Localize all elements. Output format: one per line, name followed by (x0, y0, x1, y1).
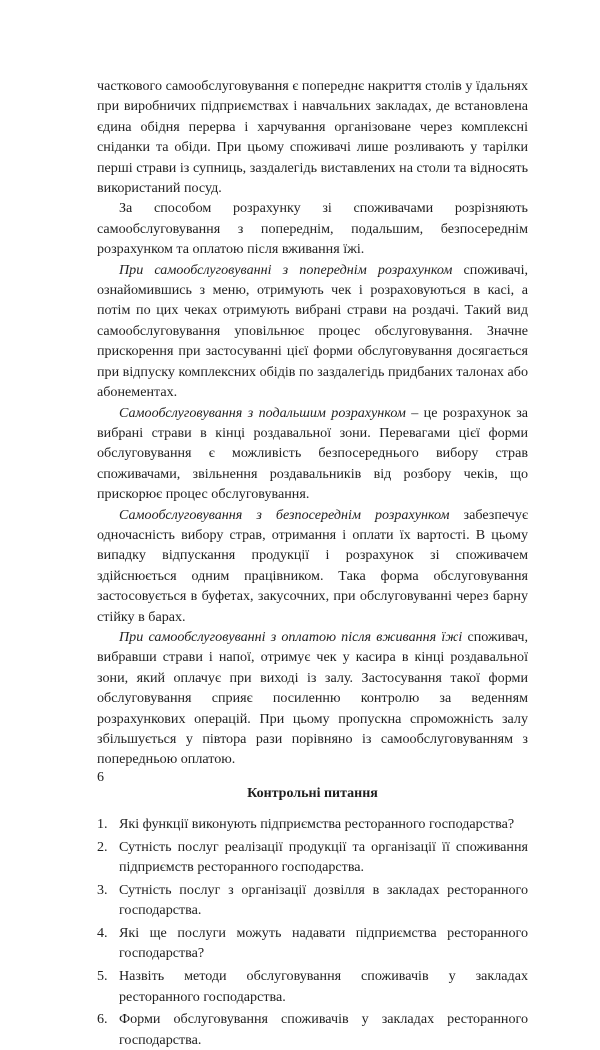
text-run: За способом розрахунку зі споживачами розрізняють самообслуговування з попереднім, подальшим, безпосереднім розрахунком та оплатою після вживання їжі. (97, 200, 528, 258)
question-number: 3. (97, 881, 108, 898)
question-number: 5. (97, 968, 108, 985)
paragraph-4 (97, 403, 528, 505)
question-item (97, 1009, 528, 1050)
question-number: 6. (97, 1011, 108, 1028)
question-text: Назвіть методи обслуговування споживачів у закладах ресторанного господарства. (119, 968, 528, 1005)
italic-term: При самообслуговуванні з попереднім розрахунком (119, 261, 453, 278)
text-run: споживач, вибравши страви і напої, отримує чек у касира в кінці роздавальної зони, який оплачує при виході із залу. Застосування такої форми обслуговування сприяє посиленню контролю за веденням розрахункових операцій. При цьому пропускна спроможність залу збільшується у півтора рази порівняно із самообслуговуванням з попередньою оплатою. (97, 628, 528, 768)
question-item (97, 966, 528, 1007)
paragraph-3 (97, 260, 528, 403)
question-item (97, 837, 528, 878)
question-item (97, 880, 528, 921)
text-run: забезпечує одночасність вибору страв, отримання і оплати їх вартості. В цьому випадку відпускання продукції і розрахунок зі споживачем здійснюється одним працівником. Така форма обслуговування застосовується в буфетах, закусочних, при обслуговуванні через барну стійку в барах. (97, 506, 528, 625)
questions-list (97, 814, 528, 1050)
text-run: – це розрахунок за вибрані страви в кінці роздавальної зони. Перевагами цієї форми обслуговування є можливість безпосереднього вибору страв споживачами, звільнення роздавальників від розбору чеків, що прискорює процес обслуговування. (97, 404, 529, 503)
questions-heading: Контрольні питання (247, 785, 378, 801)
italic-term: При самообслуговуванні з оплатою після вживання їжі (119, 628, 463, 645)
text-run: часткового самообслуговування є попереднє накриття столів у їдальнях при виробничих підприємствах і навчальних закладах, де встановлена єдина обідня перерва і харчування організоване через комплексні сніданки та обіди. При цьому споживачі лише розливають у тарілки перші страви із супниць, заздалегідь виставлених на столи та відносять використаний посуд. (97, 78, 528, 197)
paragraph-2 (97, 198, 528, 259)
italic-term: Самообслуговування з безпосереднім розрахунком (119, 506, 450, 523)
question-text: Які функції виконують підприємства ресторанного господарства? (119, 815, 515, 832)
text-run: споживачі, ознайомившись з меню, отримують чек і розраховуються в касі, а потім по цих чеках отримують вибрані страви на роздачі. Такий вид самообслуговування уповільнює процес обслуговування. Значне прискорення при застосуванні цієї форми обслуговування досягається при відпуску комплексних обідів по заздалегідь придбаних талонах або абонементах. (97, 261, 529, 401)
question-text: Сутність послуг реалізації продукції та організації її споживання підприємств ресторанного господарства. (119, 838, 528, 876)
question-number: 2. (97, 838, 108, 855)
question-text: Сутність послуг з організації дозвілля в закладах ресторанного господарства. (119, 881, 528, 919)
question-number: 1. (97, 815, 108, 832)
page-number: 6 (97, 770, 104, 785)
paragraph-5 (97, 505, 528, 627)
question-item (97, 923, 528, 964)
question-text: Форми обслуговування споживачів у закладах ресторанного господарства. (119, 1011, 528, 1048)
question-item (97, 814, 528, 834)
question-text: Які ще послуги можуть надавати підприємства ресторанного господарства? (119, 925, 528, 962)
italic-term: Самообслуговування з подальшим розрахунком (119, 404, 406, 421)
paragraph-6 (97, 627, 528, 770)
body-text (97, 76, 528, 770)
question-number: 4. (97, 925, 108, 942)
paragraph-1 (97, 76, 528, 198)
